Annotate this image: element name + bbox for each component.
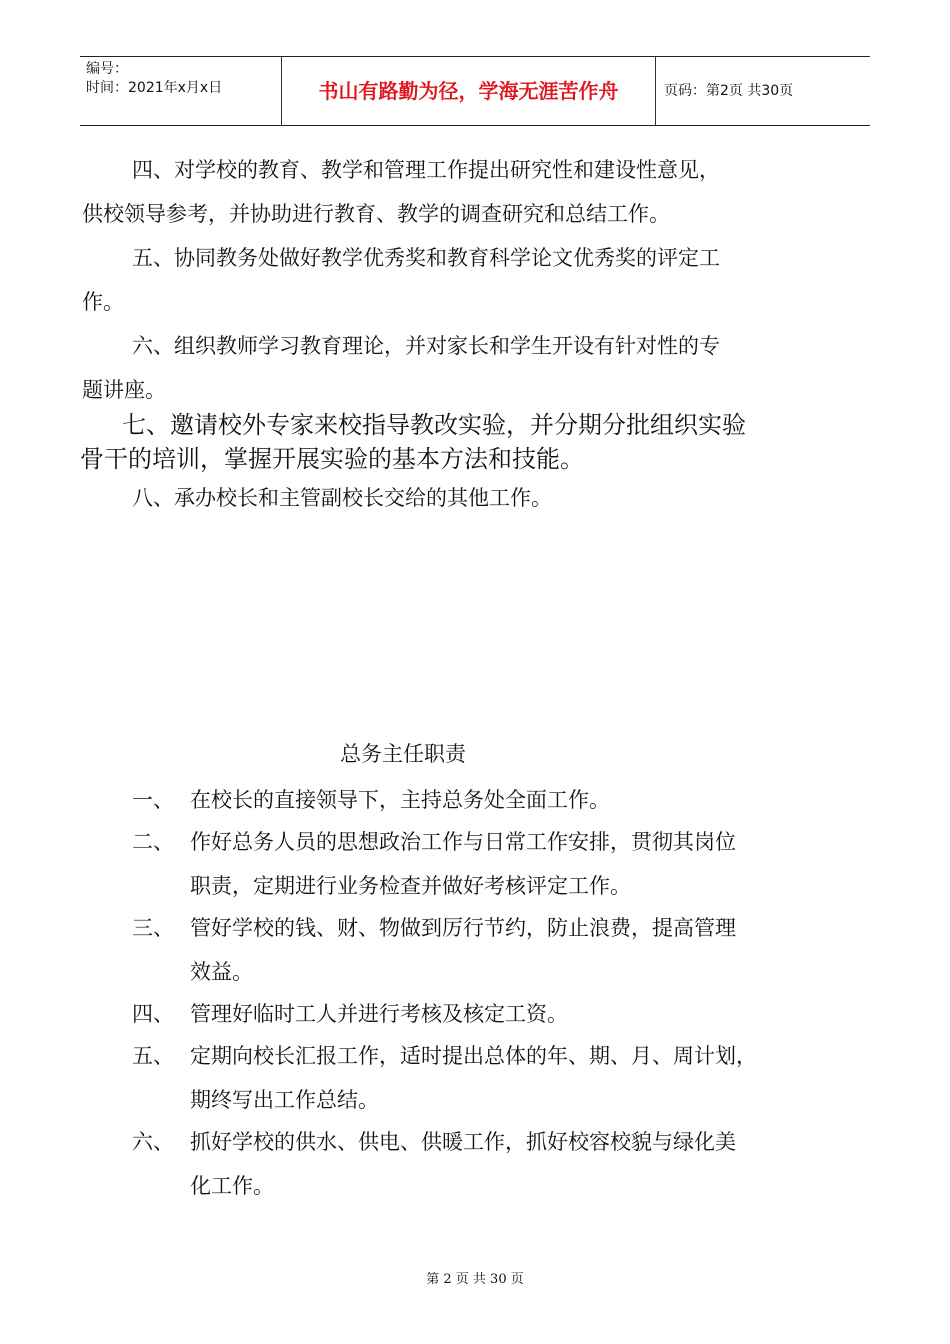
paragraph-line: 作。 [82, 290, 124, 314]
paragraph-line: 四、对学校的教育、教学和管理工作提出研究性和建设性意见， [132, 158, 720, 182]
page-header [80, 56, 870, 126]
paragraph-line: 供校领导参考，并协助进行教育、教学的调查研究和总结工作。 [82, 202, 670, 226]
duty-line: 定期向校长汇报工作，适时提出总体的年、期、月、周计划， [190, 1044, 757, 1068]
duty-number: 二、 [132, 830, 174, 854]
paragraph-line: 题讲座。 [82, 378, 166, 402]
section-title: 总务主任职责 [340, 742, 466, 766]
duty-line: 期终写出工作总结。 [190, 1088, 379, 1112]
duty-line: 化工作。 [190, 1174, 274, 1198]
duty-number: 五、 [132, 1044, 174, 1068]
duty-line: 作好总务人员的思想政治工作与日常工作安排，贯彻其岗位 [190, 830, 736, 854]
duty-line: 在校长的直接领导下，主持总务处全面工作。 [190, 788, 610, 812]
header-meta-cell [80, 57, 282, 125]
duty-number: 六、 [132, 1130, 174, 1154]
time-label: 时间：2021年x月x日 [86, 80, 223, 96]
paragraph-line: 五、协同教务处做好教学优秀奖和教育科学论文优秀奖的评定工 [132, 246, 720, 270]
duty-line: 效益。 [190, 960, 253, 984]
duty-line: 职责，定期进行业务检查并做好考核评定工作。 [190, 874, 631, 898]
duty-line: 管好学校的钱、财、物做到厉行节约，防止浪费，提高管理 [190, 916, 736, 940]
duty-line: 抓好学校的供水、供电、供暖工作，抓好校容校貌与绿化美 [190, 1130, 736, 1154]
paragraph-line: 骨干的培训，掌握开展实验的基本方法和技能。 [80, 445, 584, 473]
page-footer: 第 2 页 共 30 页 [426, 1272, 524, 1287]
number-label: 编号： [86, 61, 128, 77]
header-motto: 书山有路勤为径，学海无涯苦作舟 [282, 57, 656, 125]
duty-number: 三、 [132, 916, 174, 940]
header-page-info: 页码：第2页 共30页 [664, 83, 794, 99]
duty-number: 一、 [132, 788, 174, 812]
paragraph-line: 六、组织教师学习教育理论，并对家长和学生开设有针对性的专 [132, 334, 720, 358]
duty-number: 四、 [132, 1002, 174, 1026]
paragraph-line: 八、承办校长和主管副校长交给的其他工作。 [132, 486, 552, 510]
paragraph-line: 七、邀请校外专家来校指导教改实验，并分期分批组织实验 [122, 411, 746, 439]
duty-line: 管理好临时工人并进行考核及核定工资。 [190, 1002, 568, 1026]
